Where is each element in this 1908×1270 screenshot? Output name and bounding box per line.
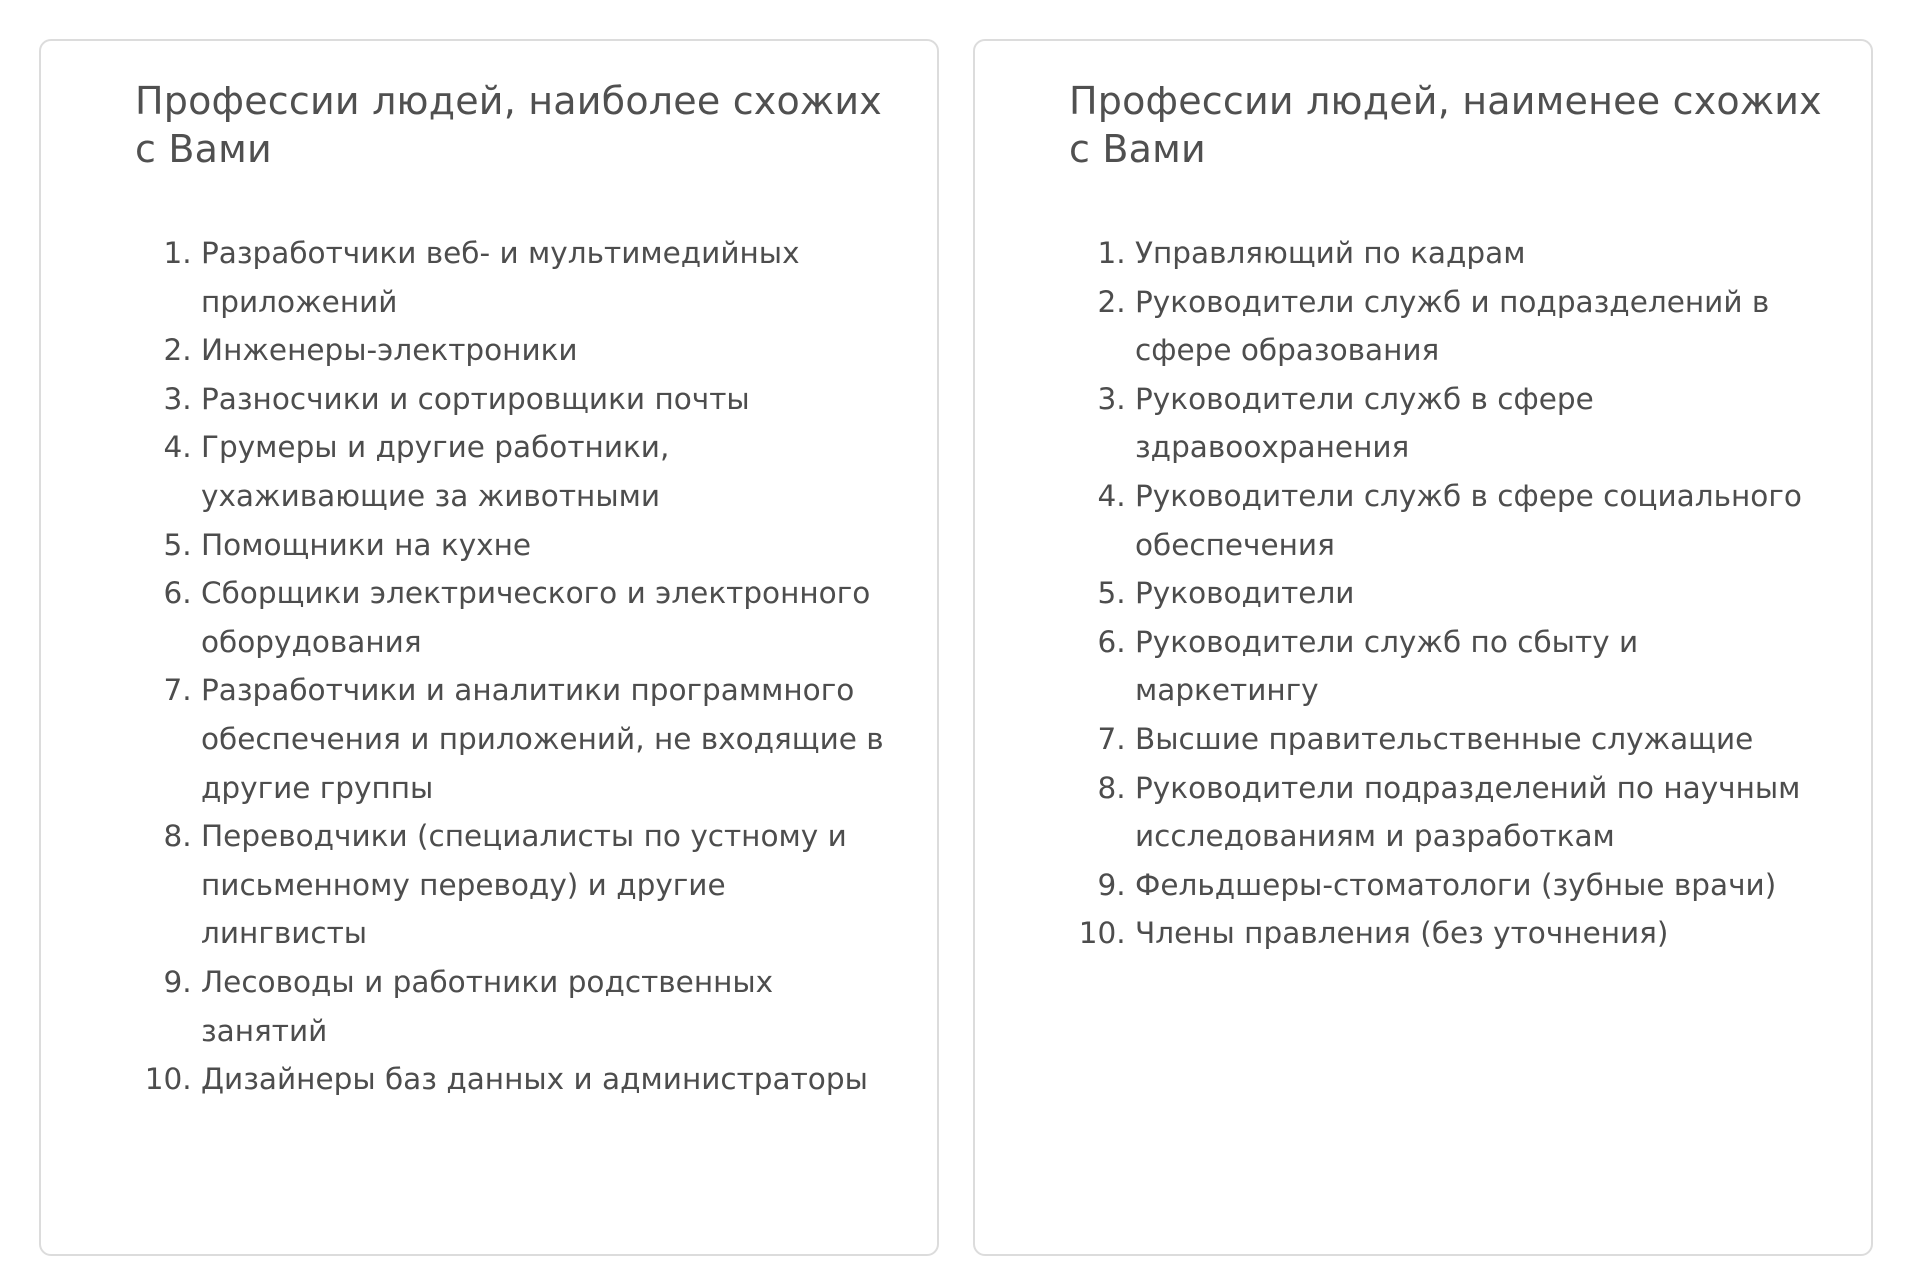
item-number: 5. [1097,576,1135,611]
list-item [1069,375,1831,472]
item-number: 5. [163,527,201,562]
list-item [1069,764,1831,861]
item-text: Руководители служб в сфере здравоохранения [1135,381,1594,465]
item-number: 9. [1097,867,1135,902]
item-text: Разработчики и аналитики программного обеспечения и приложений, не входящие в другие группы [201,673,884,805]
profession-cards [39,39,1873,1256]
item-text: Руководители служб по сбыту и маркетингу [1135,624,1639,708]
item-text: Грумеры и другие работники, ухаживающие за животными [201,430,670,513]
item-text: Руководители [1135,576,1355,611]
item-text: Члены правления (без уточнения) [1135,916,1669,951]
item-number: 7. [163,673,201,708]
least-similar-list [1069,229,1831,958]
item-number: 7. [1097,721,1135,756]
most-similar-title: Профессии людей, наиболее схожих с Вами [135,79,882,171]
item-number: 2. [163,333,201,368]
least-similar-card [973,39,1873,1256]
item-number: 10. [144,1062,201,1097]
item-number: 6. [1097,624,1135,659]
most-similar-list [135,229,897,1104]
item-text: Сборщики электрического и электронного оборудования [201,576,871,659]
least-similar-title: Профессии людей, наименее схожих с Вами [1069,79,1822,171]
item-text: Помощники на кухне [201,527,532,562]
list-item [135,229,897,326]
item-text: Лесоводы и работники родственных занятий [201,964,774,1048]
list-item [135,521,897,570]
item-text: Управляющий по кадрам [1135,236,1526,270]
list-item [135,326,897,375]
item-text: Руководители служб и подразделений в сфере образования [1135,284,1770,368]
item-text: Фельдшеры-стоматологи (зубные врачи) [1135,867,1777,902]
list-item [135,423,897,520]
item-number: 3. [1097,381,1135,416]
list-item [1069,278,1831,375]
item-number: 1. [163,236,201,270]
item-number: 9. [163,964,201,999]
list-item [135,1055,897,1104]
item-number: 3. [163,381,201,416]
item-number: 2. [1097,284,1135,319]
list-item [135,375,897,424]
item-number: 10. [1078,916,1135,951]
list-item [1069,229,1831,278]
item-text: Дизайнеры баз данных и администраторы [201,1062,868,1097]
list-item [135,666,897,812]
item-text: Инженеры-электроники [201,333,578,368]
item-text: Руководители служб в сфере социального обеспечения [1135,478,1802,562]
list-item [1069,472,1831,569]
list-item [1069,715,1831,764]
list-item [135,958,897,1055]
list-item [1069,909,1831,958]
list-item [1069,861,1831,910]
list-item [135,812,897,958]
item-text: Разработчики веб- и мультимедийных приложений [201,236,800,319]
item-text: Переводчики (специалисты по устному и письменному переводу) и другие лингвисты [201,819,847,951]
list-item [1069,618,1831,715]
item-text: Руководители подразделений по научным исследованиям и разработкам [1135,770,1801,854]
item-text: Высшие правительственные служащие [1135,721,1754,756]
item-number: 4. [1097,478,1135,513]
item-number: 6. [163,576,201,611]
most-similar-card [39,39,939,1256]
item-number: 8. [1097,770,1135,805]
item-number: 1. [1097,236,1135,270]
list-item [135,569,897,666]
item-number: 8. [163,819,201,854]
item-text: Разносчики и сортировщики почты [201,381,750,416]
item-number: 4. [163,430,201,465]
list-item [1069,569,1831,618]
